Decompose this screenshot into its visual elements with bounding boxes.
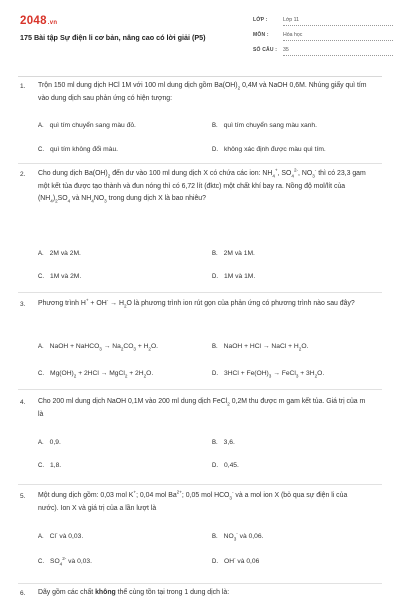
option-a[interactable] [38,122,136,129]
option-b[interactable] [212,122,317,129]
site-logo[interactable] [20,15,57,27]
question-divider [18,292,382,293]
option-text: 2M và 1M. [223,250,255,257]
meta-class-value: Lớp 11 [283,17,299,23]
option-c[interactable] [38,370,153,377]
header-rule [18,76,382,77]
meta-count-value: 35 [283,47,289,53]
question-number: 6. [20,590,26,597]
option-label: A. [38,344,44,350]
meta-count-label: SỐ CÂU : [253,47,278,53]
question-divider [18,484,382,485]
option-label: B. [212,534,218,540]
option-text: NaOH + HCl → NaCl + $H_2O$. [223,343,309,352]
option-label: A. [38,534,44,540]
option-label: D. [212,274,218,280]
option-text: $Mg(OH)_2 + 2HCl$ → MgCl$_2$ + $2H_2O$. [50,370,154,379]
question-divider [18,583,382,584]
meta-divider [283,55,393,56]
option-b[interactable] [212,343,308,350]
option-label: B. [212,123,218,129]
question-divider [18,389,382,390]
option-label: D. [212,463,218,469]
option-text: NaOH + NaHCO$_3$ → $Na_2CO_3 + H_2O$. [49,343,159,352]
option-text: $SO_4^{2-}$ và 0,03. [50,555,92,567]
meta-divider [283,25,393,26]
option-text: 0,45. [224,462,239,469]
option-a[interactable] [38,439,61,446]
option-label: D. [212,371,218,377]
option-a[interactable] [38,250,81,257]
option-label: C. [38,463,44,469]
option-label: B. [212,440,218,446]
option-d[interactable] [212,555,260,565]
question-divider [18,163,382,164]
option-text: $NO_3^-$ và 0,06. [223,530,264,542]
option-b[interactable] [212,250,255,257]
option-label: A. [38,440,44,446]
logo-suffix: .vn [47,20,58,26]
option-label: A. [38,251,44,257]
option-d[interactable] [212,273,255,280]
option-d[interactable] [212,370,324,377]
logo-text: 2048 [20,15,47,27]
question-number: 1. [20,83,26,90]
option-label: C. [38,371,44,377]
question-number: 3. [20,301,26,308]
option-label: D. [212,147,218,153]
option-text: $3HCl + Fe(OH)_3$ → FeCl$_3$ + $3H_2O$. [224,370,325,379]
question-text: Cho dung dịch $Ba(OH)_2$ đến dư vào 100 ml dung dịch X có chứa các ion: $NH_4^+$, $SO_4^{2-}$, $NO_3^-$ thì có 23,3 gam một kết tủa được tạo thành và đun nóng thì có 6,72 lít (đktc) một chất khí bay ra. Nồng độ mol/lít của $(NH_4)_2SO_4$ và $NH_4NO_3$ trong dung dịch X là bao nhiêu? [38,167,366,204]
question-text: Dãy gồm các chất không thể cùng tồn tại trong 1 dung dịch là: [38,589,230,596]
option-label: B. [212,251,218,257]
option-b[interactable] [212,530,264,542]
option-text: 3,6. [223,439,235,446]
option-text: quì tím không đổi màu. [50,146,119,153]
option-text: quì tím chuyển sang màu đỏ. [49,122,136,129]
option-label: D. [212,559,218,565]
option-d[interactable] [212,146,326,153]
option-text: 1M và 2M. [50,273,82,280]
question-text: Phương trình $H^+ + OH^- \to H_2O$ là phương trình ion rút gọn của phản ứng có phương trình nào sau đây? [38,297,355,309]
option-label: C. [38,147,44,153]
option-text: 0,9. [49,439,61,446]
option-text: quì tím chuyển sang màu xanh. [223,122,317,129]
meta-subject-label: MÔN : [253,32,269,38]
option-text: 1,8. [50,462,62,469]
option-c[interactable] [38,146,118,153]
option-label: C. [38,559,44,565]
document-header [0,0,400,78]
document-title: 175 Bài tập Sự điện li cơ bản, nâng cao có lời giải (P5) [20,33,206,42]
question-text: Một dung dịch gồm: 0,03 mol K+; 0,04 mol $Ba^{2+}$; 0,05 mol $HCO_3^-$ và a mol ion X (bỏ qua sự điện li của nước). Ion X và giá trị của a lần lượt là [38,489,348,512]
option-label: B. [212,344,218,350]
meta-divider [283,40,393,41]
option-label: C. [38,274,44,280]
question-number: 5. [20,493,26,500]
option-b[interactable] [212,439,235,446]
option-a[interactable] [38,343,158,350]
option-c[interactable] [38,273,81,280]
question-text: Cho 200 ml dung dịch NaOH 0,1M vào 200 ml dung dịch FeCl$_2$ 0,2M thu được m gam kết tủa. Giá trị của m là [38,398,366,418]
option-text: OH- và 0,06 [224,555,260,565]
option-a[interactable] [38,530,84,540]
option-c[interactable] [38,555,92,567]
question-text: Trộn 150 ml dung dịch HCl 1M với 100 ml dung dịch gồm $Ba(OH)_2$ 0,4M và NaOH 0,6M. Nhúng giấy quì tím vào dung dịch sau phản ứng có hiện tượng: [38,82,367,102]
option-text: không xác định được màu quì tím. [224,146,326,153]
option-text: Cl- và 0,03. [49,530,84,540]
option-c[interactable] [38,462,61,469]
option-text: 1M và 1M. [224,273,256,280]
option-text: 2M và 2M. [49,250,81,257]
meta-class-label: LỚP : [253,17,268,23]
question-number: 4. [20,399,26,406]
meta-subject-value: Hóa học [283,32,303,38]
question-number: 2. [20,171,26,178]
option-d[interactable] [212,462,239,469]
option-label: A. [38,123,44,129]
